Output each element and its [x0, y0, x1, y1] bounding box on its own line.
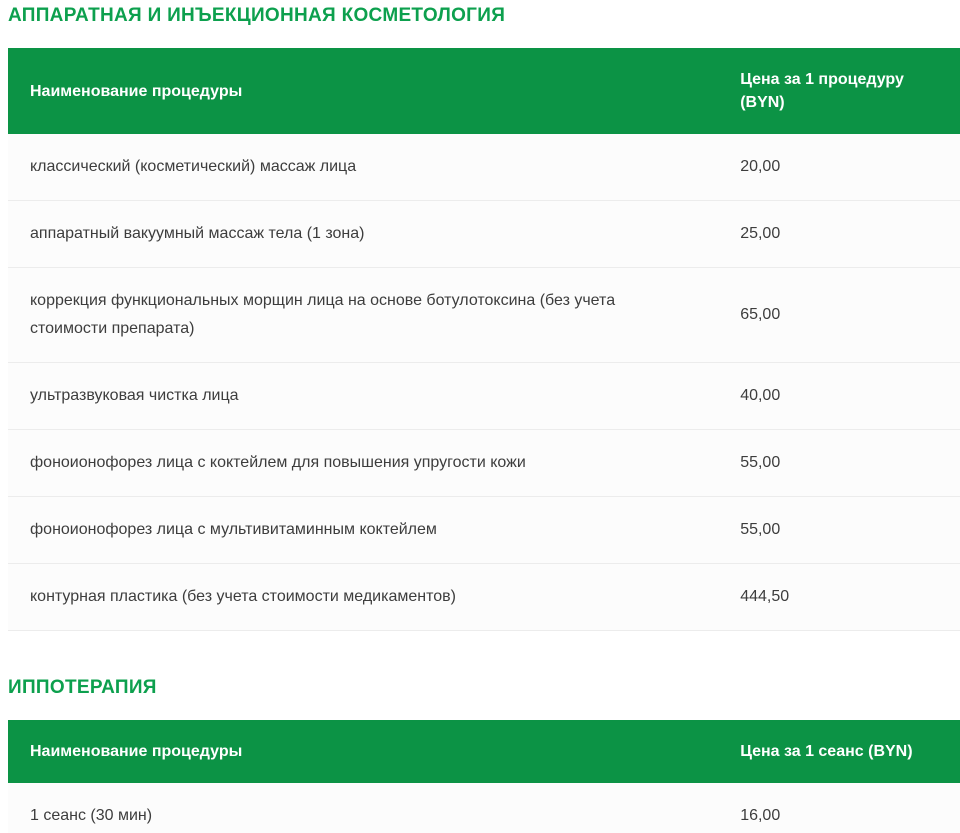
section-title-cosmetology: АППАРАТНАЯ И ИНЪЕКЦИОННАЯ КОСМЕТОЛОГИЯ — [8, 5, 506, 26]
column-header-procedure-name: Наименование процедуры — [8, 720, 718, 783]
procedure-name: ультразвуковая чистка лица — [8, 363, 718, 430]
procedure-name: фоноионофорез лица с коктейлем для повышения упругости кожи — [8, 430, 718, 497]
table-row — [8, 564, 960, 631]
procedure-name: аппаратный вакуумный массаж тела (1 зона) — [8, 201, 718, 268]
column-header-procedure-name: Наименование процедуры — [8, 48, 718, 134]
table-row — [8, 363, 960, 430]
column-header-price: Цена за 1 процедуру (BYN) — [718, 48, 960, 134]
procedure-price: 20,00 — [718, 134, 960, 201]
procedure-name: коррекция функциональных морщин лица на основе ботулотоксина (без учета стоимости препарата) — [8, 268, 718, 363]
procedure-price: 25,00 — [718, 201, 960, 268]
hippotherapy-price-table — [8, 720, 960, 833]
table-row — [8, 430, 960, 497]
procedure-price: 55,00 — [718, 430, 960, 497]
procedure-price: 40,00 — [718, 363, 960, 430]
procedure-price: 65,00 — [718, 268, 960, 363]
procedure-price: 16,00 — [718, 783, 960, 833]
table-row — [8, 134, 960, 201]
table-row — [8, 497, 960, 564]
procedure-name: контурная пластика (без учета стоимости медикаментов) — [8, 564, 718, 631]
procedure-price: 55,00 — [718, 497, 960, 564]
table-row — [8, 201, 960, 268]
procedure-name: классический (косметический) массаж лица — [8, 134, 718, 201]
table-header-row — [8, 48, 960, 134]
procedure-price: 444,50 — [718, 564, 960, 631]
section-title-hippotherapy: ИППОТЕРАПИЯ — [8, 677, 157, 698]
column-header-price: Цена за 1 сеанс (BYN) — [718, 720, 960, 783]
cosmetology-price-table — [8, 48, 960, 631]
procedure-name: фоноионофорез лица с мультивитаминным коктейлем — [8, 497, 718, 564]
table-row — [8, 268, 960, 363]
table-header-row — [8, 720, 960, 783]
procedure-name: 1 сеанс (30 мин) — [8, 783, 718, 833]
table-row — [8, 783, 960, 833]
